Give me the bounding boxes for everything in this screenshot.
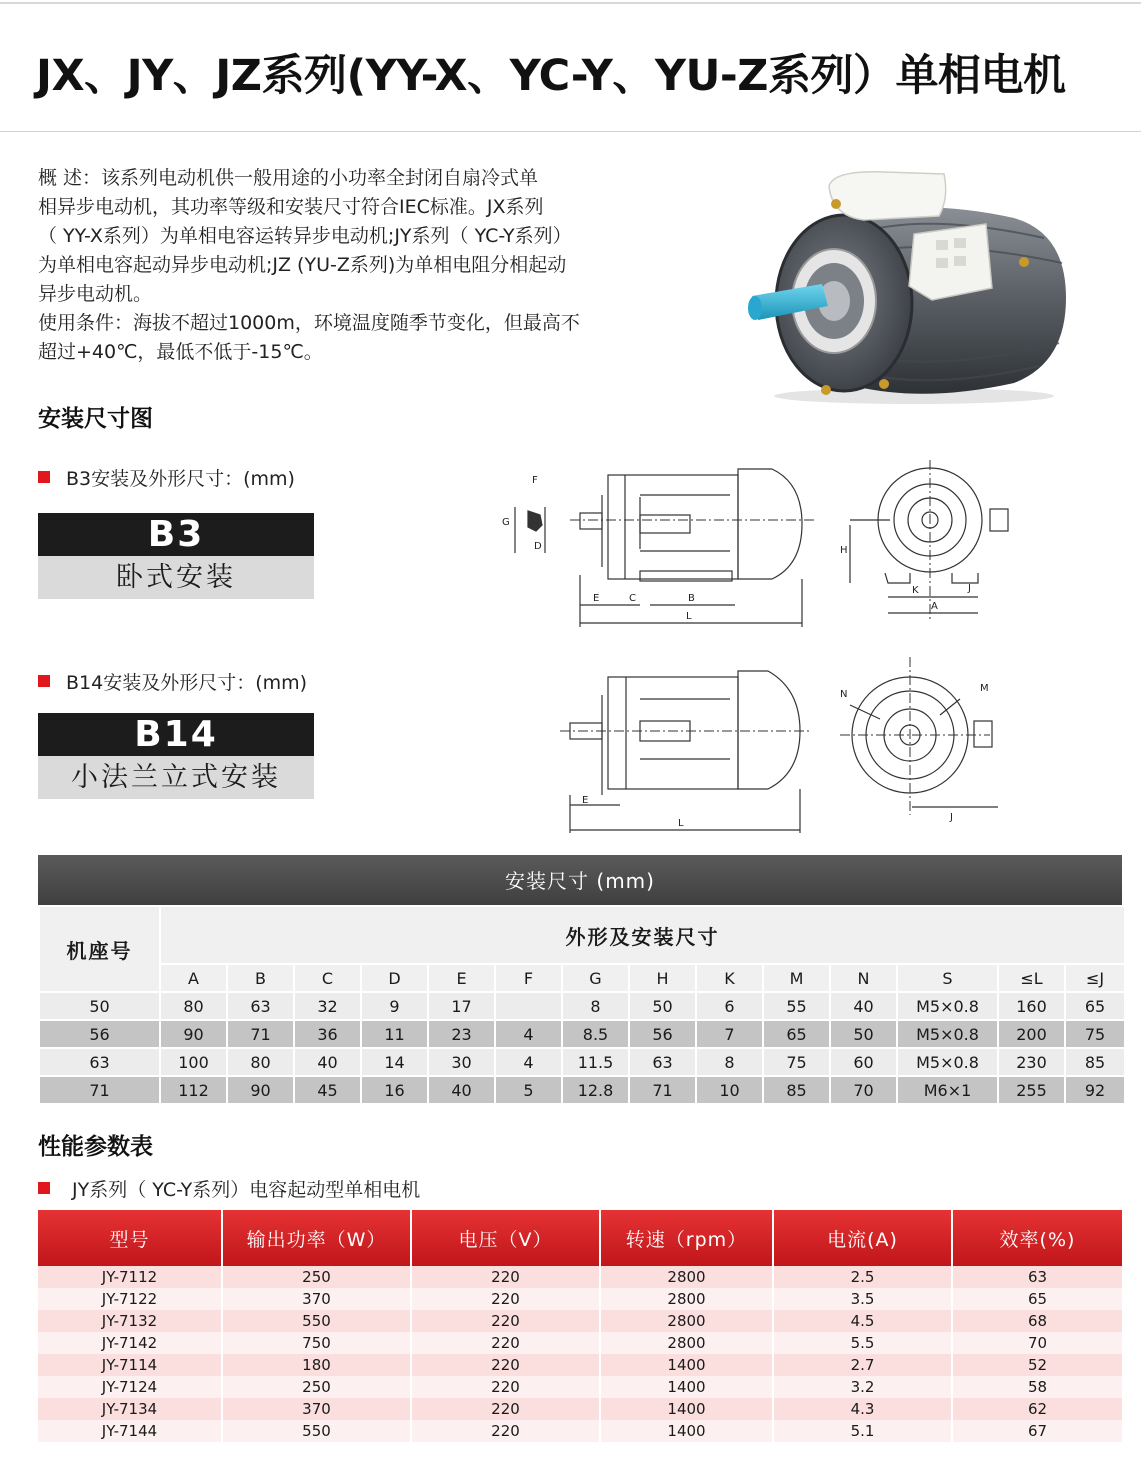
table-cell: 8 — [696, 1048, 763, 1076]
table-cell: 4.5 — [773, 1310, 952, 1332]
frame-cell: 50 — [39, 992, 160, 1020]
table-cell: 85 — [763, 1076, 830, 1104]
table-row — [38, 1266, 1122, 1288]
table-cell: JY-7124 — [38, 1376, 222, 1398]
page-title: JX、JY、JZ系列(YY-X、YC-Y、YU-Z系列）单相电机 — [36, 51, 1066, 101]
perf-subtitle-text: JY系列（ YC-Y系列）电容起动型单相电机 — [72, 1179, 421, 1201]
table-cell: 2800 — [600, 1288, 773, 1310]
table-row — [38, 1398, 1122, 1420]
table-cell: 11 — [361, 1020, 428, 1048]
table-cell: JY-7142 — [38, 1332, 222, 1354]
b14-desc: 小法兰立式安装 — [38, 756, 314, 799]
table-cell: 2800 — [600, 1332, 773, 1354]
table-cell: 370 — [222, 1398, 411, 1420]
table-cell: 220 — [411, 1332, 600, 1354]
table-cell: 45 — [294, 1076, 361, 1104]
table-cell: 17 — [428, 992, 495, 1020]
b14-label — [38, 668, 307, 695]
table-cell: 90 — [227, 1076, 294, 1104]
overview-line: 概 述：该系列电动机供一般用途的小功率全封闭自扇冷式单 — [38, 167, 539, 189]
table-row — [38, 1354, 1122, 1376]
table-cell: 250 — [222, 1376, 411, 1398]
table-row — [38, 1376, 1122, 1398]
table-cell: M5×0.8 — [897, 992, 998, 1020]
table-cell: 220 — [411, 1354, 600, 1376]
table-cell: 30 — [428, 1048, 495, 1076]
table-cell: 220 — [411, 1376, 600, 1398]
performance-table — [38, 1210, 1122, 1442]
frame-header: 机座号 — [39, 906, 160, 992]
table-cell: M5×0.8 — [897, 1048, 998, 1076]
table-cell: JY-7122 — [38, 1288, 222, 1310]
table-row — [39, 1076, 1125, 1104]
table-row — [38, 1332, 1122, 1354]
table-cell: 370 — [222, 1288, 411, 1310]
frame-cell: 63 — [39, 1048, 160, 1076]
overview-line: 异步电动机。 — [38, 283, 153, 305]
dimension-table-section — [38, 855, 1122, 1105]
column-header: N — [830, 964, 897, 992]
table-cell: 71 — [629, 1076, 696, 1104]
dim-label: E — [582, 795, 589, 806]
overview-text — [38, 164, 698, 367]
group-header: 外形及安装尺寸 — [160, 906, 1125, 964]
table-cell: 40 — [428, 1076, 495, 1104]
table-cell: 36 — [294, 1020, 361, 1048]
b3-label — [38, 464, 295, 491]
table-cell: 1400 — [600, 1420, 773, 1442]
table-cell: 5.1 — [773, 1420, 952, 1442]
perf-header-row — [38, 1210, 1122, 1266]
table-cell: 12.8 — [562, 1076, 629, 1104]
table-cell: 1400 — [600, 1398, 773, 1420]
table-cell: JY-7134 — [38, 1398, 222, 1420]
table-cell: 65 — [1065, 992, 1125, 1020]
table-row — [38, 1310, 1122, 1332]
table-cell: 220 — [411, 1288, 600, 1310]
table-cell: JY-7114 — [38, 1354, 222, 1376]
table-cell: M6×1 — [897, 1076, 998, 1104]
table-cell: 8.5 — [562, 1020, 629, 1048]
column-header: 转速（rpm） — [600, 1210, 773, 1266]
overview-line: 相异步电动机，其功率等级和安装尺寸符合IEC标准。JX系列 — [38, 196, 544, 218]
column-header: 电流(A) — [773, 1210, 952, 1266]
column-header: H — [629, 964, 696, 992]
b14-label-text: B14安装及外形尺寸：(mm) — [66, 672, 308, 694]
overview-line: 使用条件：海拔不超过1000m，环境温度随季节变化，但最高不 — [38, 312, 580, 334]
table-row — [39, 992, 1125, 1020]
table-cell: 7 — [696, 1020, 763, 1048]
overview-line: 为单相电容起动异步电动机;JZ (YU-Z系列)为单相电阻分相起动 — [38, 254, 567, 276]
b3-mount-box — [38, 513, 314, 599]
table-cell: 58 — [952, 1376, 1122, 1398]
column-header: K — [696, 964, 763, 992]
table-cell: 70 — [830, 1076, 897, 1104]
b14-drawing — [550, 655, 1020, 840]
table-row — [39, 1048, 1125, 1076]
table-cell: 52 — [952, 1354, 1122, 1376]
dim-label: E — [593, 593, 600, 604]
column-header: 效率(%) — [952, 1210, 1122, 1266]
column-header: ≤L — [998, 964, 1065, 992]
red-square-bullet-icon — [38, 675, 50, 687]
table-cell: 6 — [696, 992, 763, 1020]
column-header: ≤J — [1065, 964, 1125, 992]
table-cell: 11.5 — [562, 1048, 629, 1076]
table-cell: 220 — [411, 1310, 600, 1332]
table-cell: 70 — [952, 1332, 1122, 1354]
table-cell: 80 — [227, 1048, 294, 1076]
overview-line: 超过+40℃，最低不低于-15℃。 — [38, 341, 323, 363]
column-header: E — [428, 964, 495, 992]
b14-mount-box — [38, 713, 314, 799]
table-cell: 2800 — [600, 1310, 773, 1332]
table-cell — [495, 992, 562, 1020]
red-square-bullet-icon — [38, 1182, 50, 1194]
column-header: D — [361, 964, 428, 992]
table-cell: 75 — [763, 1048, 830, 1076]
table-cell: 40 — [294, 1048, 361, 1076]
red-square-bullet-icon — [38, 471, 50, 483]
table-row — [38, 1420, 1122, 1442]
column-header: B — [227, 964, 294, 992]
table-row — [39, 1020, 1125, 1048]
table-cell: 180 — [222, 1354, 411, 1376]
b3-desc: 卧式安装 — [38, 556, 314, 599]
table-cell: 3.2 — [773, 1376, 952, 1398]
table-cell: 65 — [763, 1020, 830, 1048]
table-cell: 3.5 — [773, 1288, 952, 1310]
table-cell: 23 — [428, 1020, 495, 1048]
column-header-row — [39, 964, 1125, 992]
table-cell: 255 — [998, 1076, 1065, 1104]
table-cell: 2.5 — [773, 1266, 952, 1288]
table-cell: 220 — [411, 1398, 600, 1420]
dimension-table-title: 安装尺寸 (mm) — [38, 855, 1122, 905]
overview-line: （ YY-X系列）为单相电容运转异步电动机;JY系列（ YC-Y系列） — [38, 225, 572, 247]
table-cell: 1400 — [600, 1376, 773, 1398]
table-cell: 220 — [411, 1266, 600, 1288]
table-cell: 50 — [629, 992, 696, 1020]
table-cell: 550 — [222, 1310, 411, 1332]
table-cell: 550 — [222, 1420, 411, 1442]
column-header: C — [294, 964, 361, 992]
table-cell: 63 — [227, 992, 294, 1020]
table-cell: 200 — [998, 1020, 1065, 1048]
table-cell: 68 — [952, 1310, 1122, 1332]
column-header: M — [763, 964, 830, 992]
table-cell: 71 — [227, 1020, 294, 1048]
table-cell: 4 — [495, 1020, 562, 1048]
table-cell: 50 — [830, 1020, 897, 1048]
table-cell: 100 — [160, 1048, 227, 1076]
b3-label-text: B3安装及外形尺寸：(mm) — [66, 468, 295, 490]
table-cell: 56 — [629, 1020, 696, 1048]
table-cell: 750 — [222, 1332, 411, 1354]
perf-section-title: 性能参数表 — [38, 1134, 153, 1160]
table-cell: 60 — [830, 1048, 897, 1076]
table-cell: 9 — [361, 992, 428, 1020]
table-cell: 5.5 — [773, 1332, 952, 1354]
table-cell: 2800 — [600, 1266, 773, 1288]
column-header: A — [160, 964, 227, 992]
table-cell: 10 — [696, 1076, 763, 1104]
dim-label: A — [931, 601, 938, 612]
table-cell: 5 — [495, 1076, 562, 1104]
column-header: F — [495, 964, 562, 992]
dim-label: L — [678, 818, 684, 829]
column-header: 输出功率（W） — [222, 1210, 411, 1266]
table-cell: 55 — [763, 992, 830, 1020]
dim-label: J — [950, 812, 953, 823]
install-section-title: 安装尺寸图 — [38, 406, 153, 432]
table-cell: 62 — [952, 1398, 1122, 1420]
table-cell: 67 — [952, 1420, 1122, 1442]
frame-cell: 56 — [39, 1020, 160, 1048]
table-cell: 16 — [361, 1076, 428, 1104]
table-cell: JY-7112 — [38, 1266, 222, 1288]
dim-label: G — [502, 517, 510, 528]
dim-label: J — [968, 583, 971, 594]
perf-subtitle — [38, 1175, 420, 1202]
motor-photo — [744, 158, 1074, 408]
table-cell: 75 — [1065, 1020, 1125, 1048]
table-row — [38, 1288, 1122, 1310]
dimension-table — [38, 905, 1126, 1105]
column-header: 电压（V） — [411, 1210, 600, 1266]
table-cell: M5×0.8 — [897, 1020, 998, 1048]
table-cell: 32 — [294, 992, 361, 1020]
table-cell: 63 — [952, 1266, 1122, 1288]
table-cell: 80 — [160, 992, 227, 1020]
dim-label: C — [629, 593, 636, 604]
table-cell: 4.3 — [773, 1398, 952, 1420]
dim-label: N — [840, 689, 848, 700]
b3-code: B3 — [38, 513, 314, 556]
table-cell: JY-7144 — [38, 1420, 222, 1442]
table-cell: 63 — [629, 1048, 696, 1076]
table-cell: 90 — [160, 1020, 227, 1048]
table-cell: 92 — [1065, 1076, 1125, 1104]
table-cell: 65 — [952, 1288, 1122, 1310]
frame-cell: 71 — [39, 1076, 160, 1104]
dim-label: K — [912, 585, 919, 596]
table-cell: 220 — [411, 1420, 600, 1442]
table-cell: 112 — [160, 1076, 227, 1104]
table-cell: 2.7 — [773, 1354, 952, 1376]
column-header: G — [562, 964, 629, 992]
top-rule — [0, 2, 1141, 4]
table-cell: 160 — [998, 992, 1065, 1020]
dim-label: D — [534, 541, 542, 552]
table-cell: 85 — [1065, 1048, 1125, 1076]
table-cell: 230 — [998, 1048, 1065, 1076]
table-cell: 14 — [361, 1048, 428, 1076]
table-cell: 8 — [562, 992, 629, 1020]
b14-code: B14 — [38, 713, 314, 756]
table-cell: 1400 — [600, 1354, 773, 1376]
column-header: S — [897, 964, 998, 992]
table-cell: 250 — [222, 1266, 411, 1288]
performance-table-section — [38, 1210, 1122, 1442]
dim-label: B — [688, 593, 695, 604]
dim-label: F — [532, 475, 538, 486]
table-cell: JY-7132 — [38, 1310, 222, 1332]
dim-label: H — [840, 545, 848, 556]
table-cell: 40 — [830, 992, 897, 1020]
column-header: 型号 — [38, 1210, 222, 1266]
title-divider — [0, 131, 1141, 132]
b3-drawing — [490, 455, 1020, 635]
table-cell: 4 — [495, 1048, 562, 1076]
dim-label: L — [686, 611, 692, 622]
dim-label: M — [980, 683, 989, 694]
